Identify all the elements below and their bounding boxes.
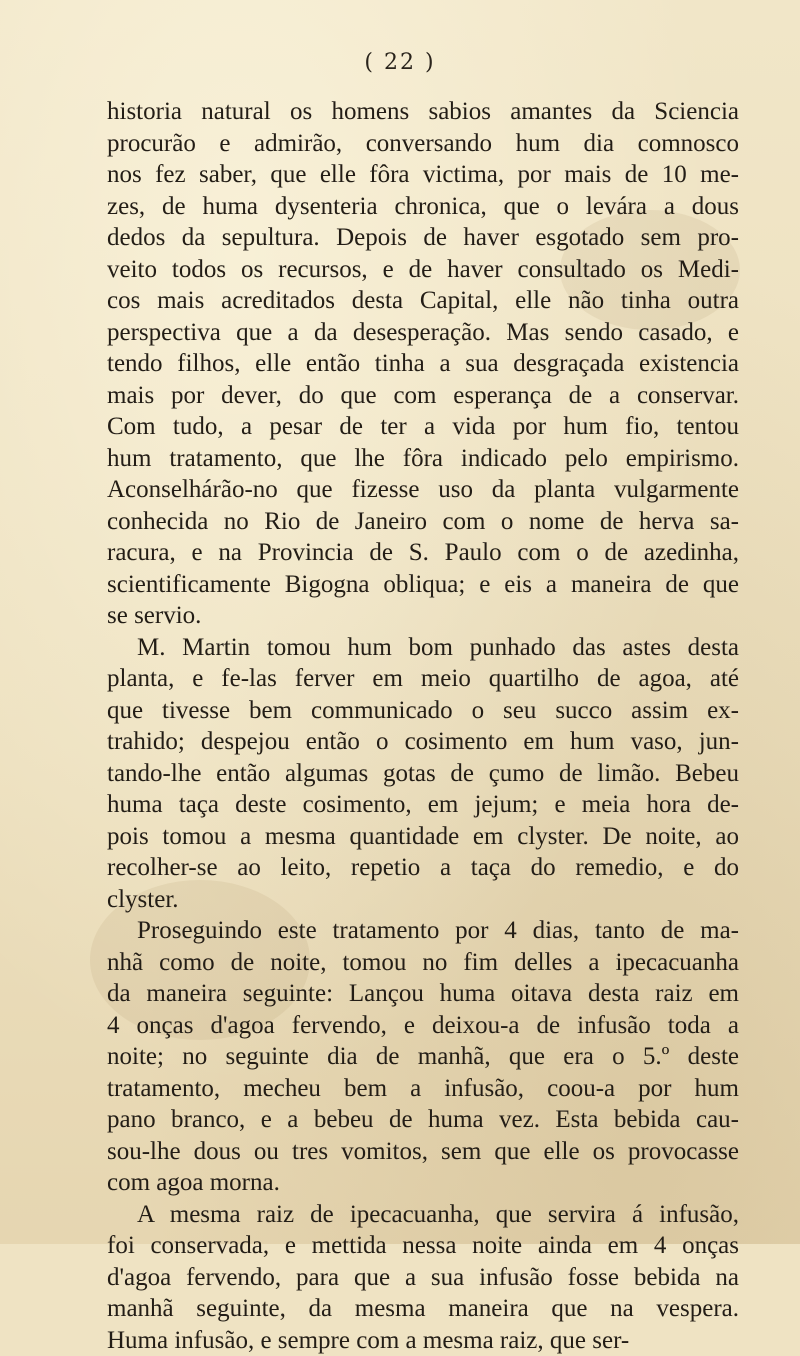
text-line: perspectiva que a da desesperação. Mas sendo casado, e (107, 317, 739, 349)
text-line: Huma infusão, e sempre com a mesma raiz, que ser- (107, 1325, 739, 1356)
text-line: tando-lhe então algumas gotas de çumo de limão. Bebeu (107, 758, 739, 790)
text-line: recolher-se ao leito, repetio a taça do remedio, e do (107, 852, 739, 884)
text-line: procurão e admirão, conversando hum dia comnosco (107, 128, 739, 160)
text-line: com agoa morna. (107, 1167, 739, 1199)
text-line: tratamento, mecheu bem a infusão, coou-a por hum (107, 1073, 739, 1105)
text-line: d'agoa fervendo, para que a sua infusão fosse bebida na (107, 1262, 739, 1294)
text-line: Com tudo, a pesar de ter a vida por hum fio, tentou (107, 411, 739, 443)
text-line: veito todos os recursos, e de haver consultado os Medi- (107, 254, 739, 286)
text-line: A mesma raiz de ipecacuanha, que servira á infusão, (107, 1199, 739, 1231)
text-line: trahido; despejou então o cosimento em hum vaso, jun- (107, 726, 739, 758)
text-line: planta, e fe-las ferver em meio quartilho de agoa, até (107, 663, 739, 695)
text-line: nos fez saber, que elle fôra victima, por mais de 10 me- (107, 159, 739, 191)
text-line: noite; no seguinte dia de manhã, que era o 5.º deste (107, 1041, 739, 1073)
paragraph (107, 915, 739, 1199)
text-line: conhecida no Rio de Janeiro com o nome de herva sa- (107, 506, 739, 538)
text-line: historia natural os homens sabios amantes da Sciencia (107, 96, 739, 128)
text-line: pano branco, e a bebeu de huma vez. Esta bebida cau- (107, 1104, 739, 1136)
text-line: da maneira seguinte: Lançou huma oitava desta raiz em (107, 978, 739, 1010)
text-line: Aconselhárão-no que fizesse uso da planta vulgarmente (107, 474, 739, 506)
text-line: cos mais acreditados desta Capital, elle não tinha outra (107, 285, 739, 317)
text-line: zes, de huma dysenteria chronica, que o levára a dous (107, 191, 739, 223)
text-line: clyster. (107, 884, 739, 916)
text-line: dedos da sepultura. Depois de haver esgotado sem pro- (107, 222, 739, 254)
text-line: tendo filhos, elle então tinha a sua desgraçada existencia (107, 348, 739, 380)
paragraph (107, 1199, 739, 1356)
text-line: M. Martin tomou hum bom punhado das astes desta (107, 632, 739, 664)
text-line: se servio. (107, 600, 739, 632)
text-line: racura, e na Provincia de S. Paulo com o de azedinha, (107, 537, 739, 569)
paragraph (107, 632, 739, 916)
body-text (107, 96, 739, 1356)
text-line: mais por dever, do que com esperança de a conservar. (107, 380, 739, 412)
text-line: manhã seguinte, da mesma maneira que na vespera. (107, 1293, 739, 1325)
text-line: que tivesse bem communicado o seu succo assim ex- (107, 695, 739, 727)
text-line: huma taça deste cosimento, em jejum; e meia hora de- (107, 789, 739, 821)
text-line: hum tratamento, que lhe fôra indicado pelo empirismo. (107, 443, 739, 475)
text-line: foi conservada, e mettida nessa noite ainda em 4 onças (107, 1230, 739, 1262)
page-number: ( 22 ) (0, 50, 800, 75)
paragraph (107, 96, 739, 632)
text-line: Proseguindo este tratamento por 4 dias, tanto de ma- (107, 915, 739, 947)
text-line: 4 onças d'agoa fervendo, e deixou-a de infusão toda a (107, 1010, 739, 1042)
text-line: nhã como de noite, tomou no fim delles a ipecacuanha (107, 947, 739, 979)
text-line: pois tomou a mesma quantidade em clyster. De noite, ao (107, 821, 739, 853)
text-line: scientificamente Bigogna obliqua; e eis a maneira de que (107, 569, 739, 601)
text-line: sou-lhe dous ou tres vomitos, sem que elle os provocasse (107, 1136, 739, 1168)
